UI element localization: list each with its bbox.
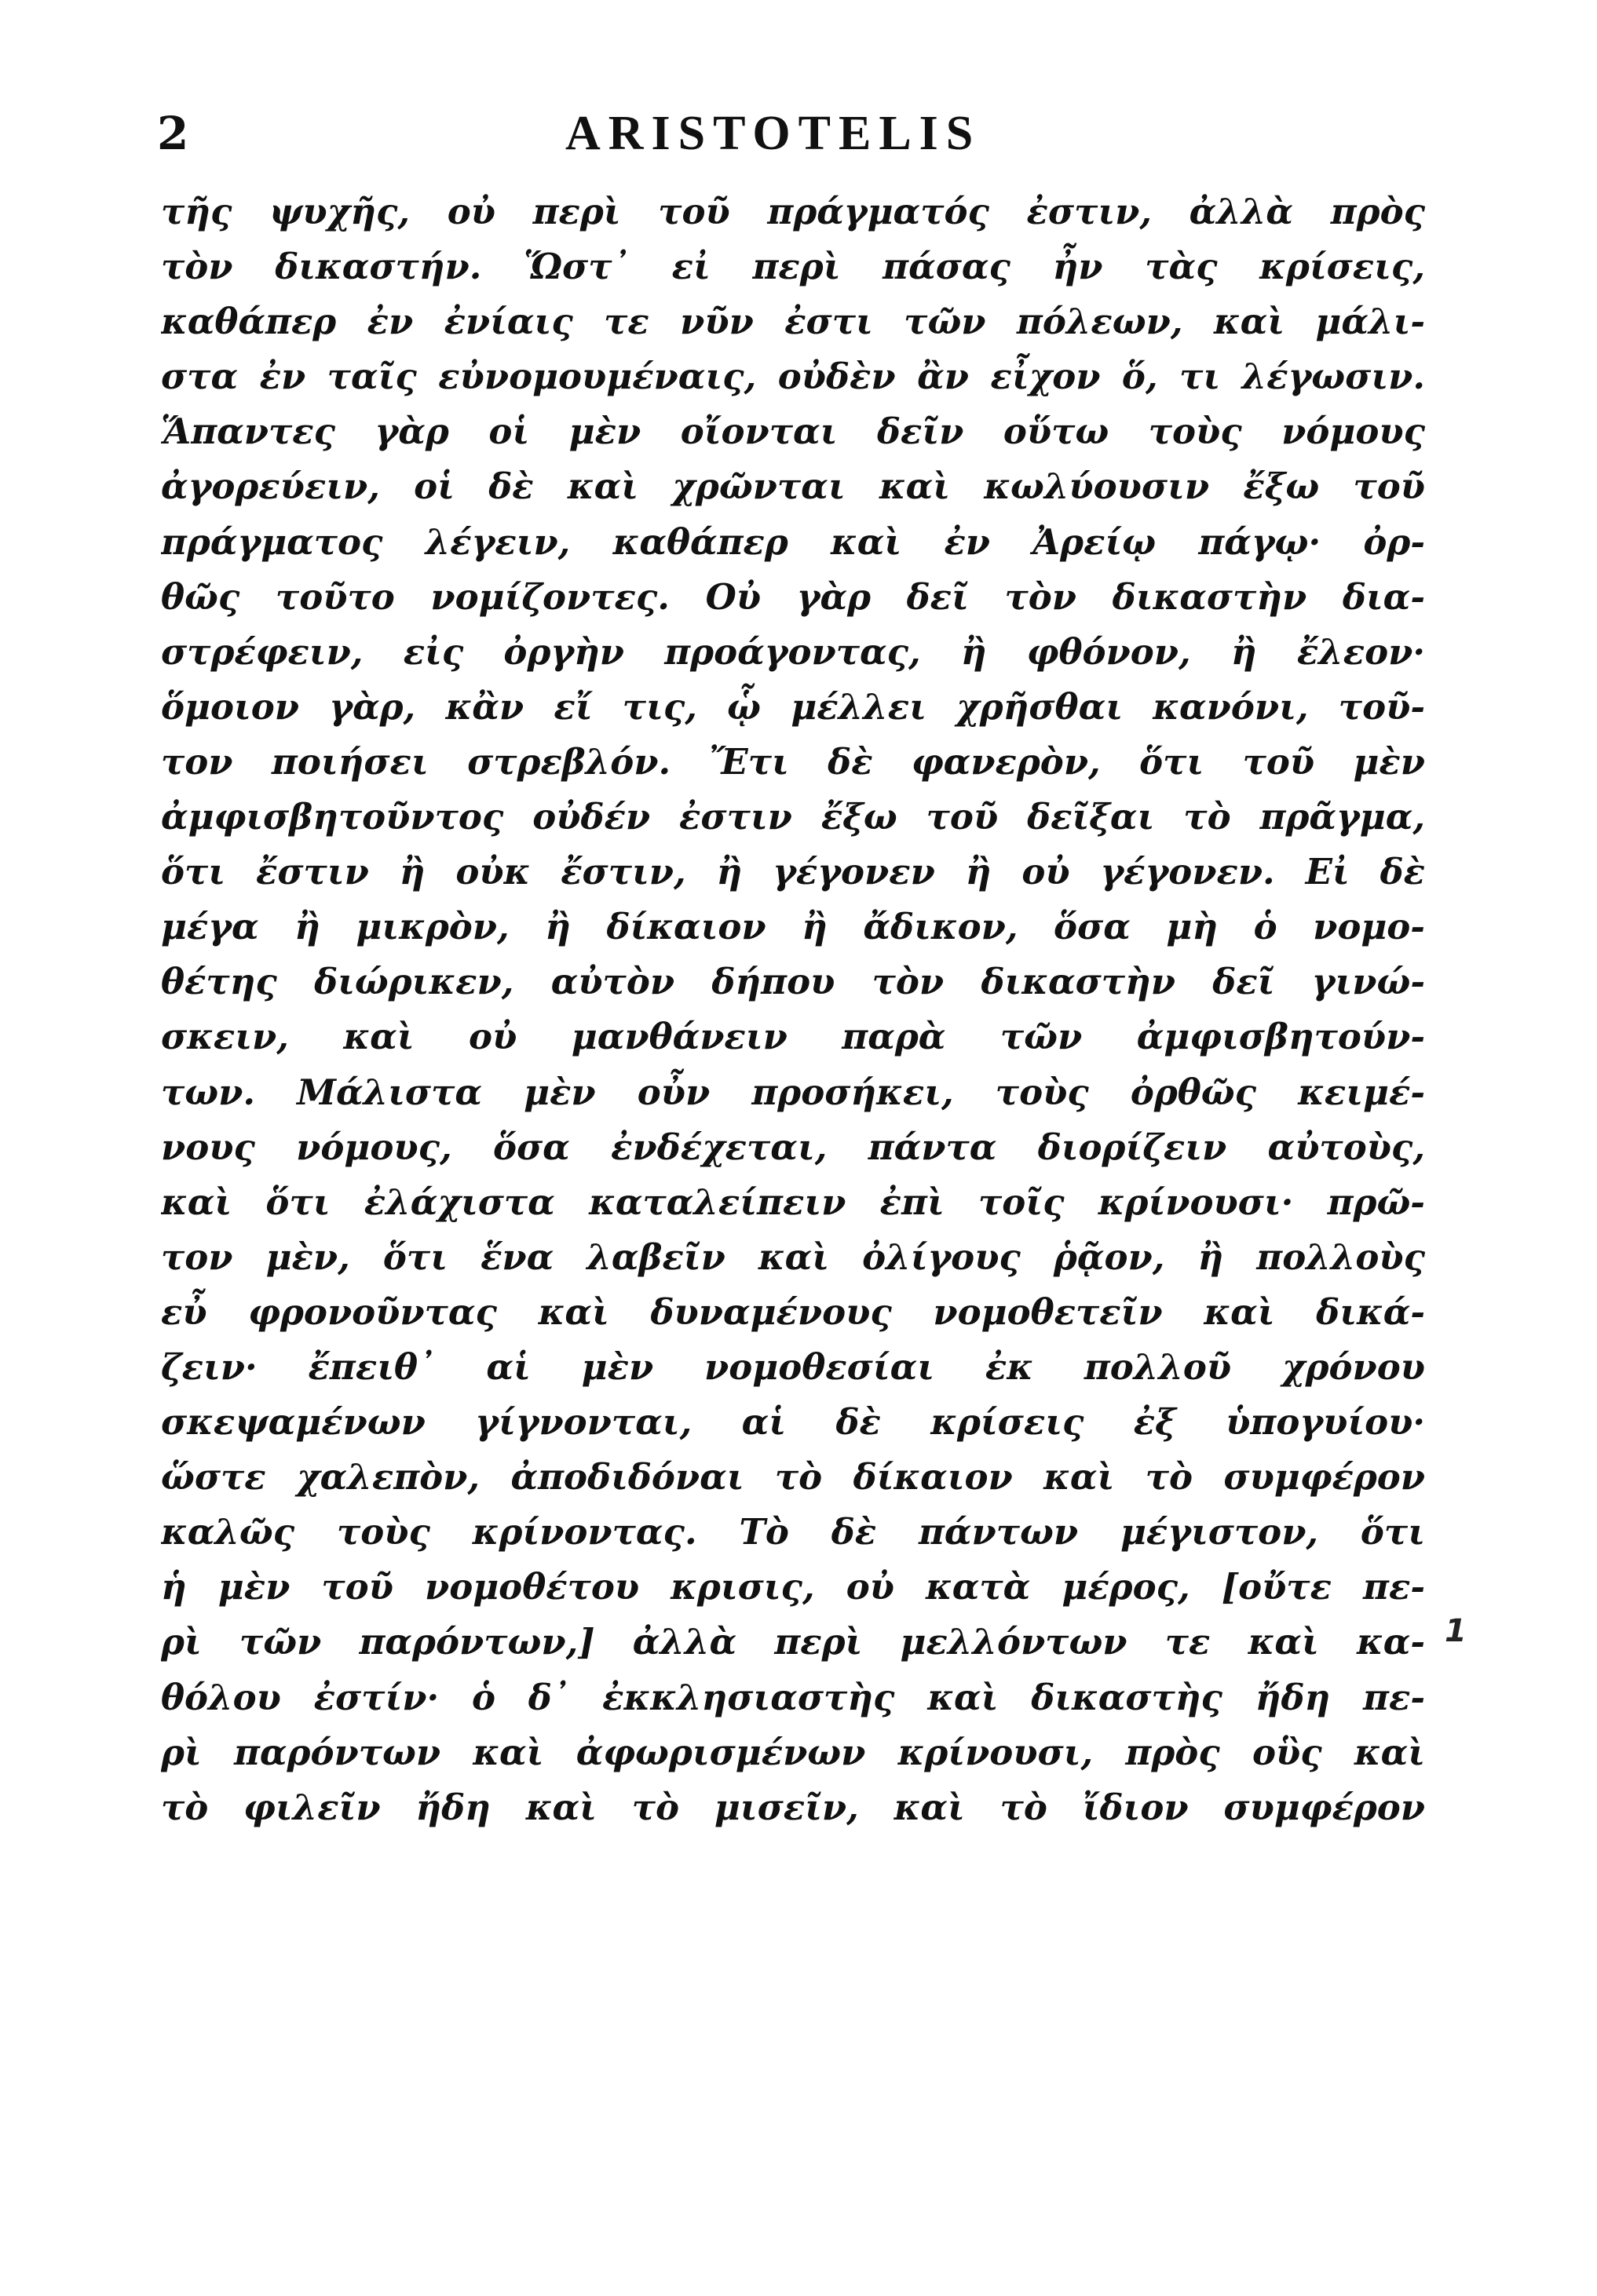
text-line: τῆς ψυχῆς, οὐ περὶ τοῦ πράγματός ἐστιν, ἀλλὰ πρὸς — [161, 191, 1425, 232]
text-line: τον ποιήσει στρεβλόν. Ἔτι δὲ φανερὸν, ὅτι τοῦ μὲν — [161, 740, 1425, 783]
text-line: των. Μάλιστα μὲν οὖν προσήκει, τοὺς ὀρθῶς κειμέ- — [161, 1071, 1425, 1113]
text-line: καὶ ὅτι ἐλάχιστα καταλείπειν ἐπὶ τοῖς κρίνουσι· πρῶ- — [161, 1181, 1425, 1223]
text-line: τον μὲν, ὅτι ἕνα λαβεῖν καὶ ὀλίγους ῥᾷον, ἢ πολλοὺς — [161, 1236, 1425, 1278]
running-head — [157, 102, 1445, 165]
text-line: στα ἐν ταῖς εὐνομουμέναις, οὐδὲν ἂν εἶχον ὅ, τι λέγωσιν. — [161, 356, 1425, 398]
text-line: ὅμοιον γὰρ, κἂν εἴ τις, ᾧ μέλλει χρῆσθαι κανόνι, τοῦ- — [161, 685, 1425, 728]
text-line: ρὶ παρόντων καὶ ἀφωρισμένων κρίνουσι, πρὸς οὓς καὶ — [161, 1731, 1425, 1773]
text-line: πράγματος λέγειν, καθάπερ καὶ ἐν Ἀρείῳ πάγῳ· ὀρ- — [161, 520, 1425, 563]
text-line: τὸ φιλεῖν ἤδη καὶ τὸ μισεῖν, καὶ τὸ ἴδιον συμφέρον — [161, 1786, 1425, 1828]
text-line: ἀμφισβητοῦντος οὐδέν ἐστιν ἔξω τοῦ δεῖξαι τὸ πρᾶγμα, — [161, 796, 1425, 838]
text-line: ἀγορεύειν, οἱ δὲ καὶ χρῶνται καὶ κωλύουσιν ἔξω τοῦ — [161, 465, 1425, 508]
running-title: ARISTOTELIS — [565, 107, 981, 160]
text-line: ζειν· ἔπειθ᾽ αἱ μὲν νομοθεσίαι ἐκ πολλοῦ χρόνου — [161, 1345, 1425, 1388]
page-number: 2 — [157, 107, 189, 160]
text-line: ὅτι ἔστιν ἢ οὐκ ἔστιν, ἢ γέγονεν ἢ οὐ γέγονεν. Εἰ δὲ — [161, 851, 1425, 893]
text-line: Ἅπαντες γὰρ οἱ μὲν οἴονται δεῖν οὕτω τοὺς νόμους — [161, 411, 1425, 453]
text-line: καθάπερ ἐν ἐνίαις τε νῦν ἐστι τῶν πόλεων, καὶ μάλι- — [161, 301, 1425, 343]
text-line: εὖ φρονοῦντας καὶ δυναμένους νομοθετεῖν καὶ δικά- — [161, 1290, 1425, 1333]
text-line: θῶς τοῦτο νομίζοντες. Οὐ γὰρ δεῖ τὸν δικαστὴν δια- — [161, 575, 1425, 618]
text-line: σκειν, καὶ οὐ μανθάνειν παρὰ τῶν ἀμφισβητούν- — [161, 1016, 1425, 1058]
body-text — [161, 184, 1425, 1835]
text-line: σκεψαμένων γίγνονται, αἱ δὲ κρίσεις ἐξ ὑπογυίου· — [161, 1401, 1425, 1444]
margin-annotation: 1 — [1445, 1613, 1467, 1649]
text-line: μέγα ἢ μικρὸν, ἢ δίκαιον ἢ ἄδικον, ὅσα μὴ ὁ νομο- — [161, 906, 1425, 948]
text-line: θέτης διώρικεν, αὐτὸν δήπου τὸν δικαστὴν δεῖ γινώ- — [161, 961, 1425, 1003]
text-line: καλῶς τοὺς κρίνοντας. Τὸ δὲ πάντων μέγιστον, ὅτι — [161, 1511, 1425, 1553]
text-line: ὥστε χαλεπὸν, ἀποδιδόναι τὸ δίκαιον καὶ τὸ συμφέρον — [161, 1456, 1425, 1498]
text-line: ρὶ τῶν παρόντων,] ἀλλὰ περὶ μελλόντων τε καὶ κα- — [161, 1621, 1425, 1663]
text-line: στρέφειν, εἰς ὀργὴν προάγοντας, ἢ φθόνον, ἢ ἔλεον· — [161, 630, 1425, 673]
text-line: νους νόμους, ὅσα ἐνδέχεται, πάντα διορίζειν αὐτοὺς, — [161, 1126, 1425, 1168]
text-line: ἡ μὲν τοῦ νομοθέτου κρισις, οὐ κατὰ μέρος, [οὔτε πε- — [161, 1566, 1425, 1608]
text-line: θόλου ἐστίν· ὁ δ᾽ ἐκκλησιαστὴς καὶ δικαστὴς ἤδη πε- — [161, 1676, 1425, 1718]
text-line: τὸν δικαστήν. Ὥστ᾽ εἰ περὶ πάσας ἦν τὰς κρίσεις, — [161, 246, 1425, 288]
